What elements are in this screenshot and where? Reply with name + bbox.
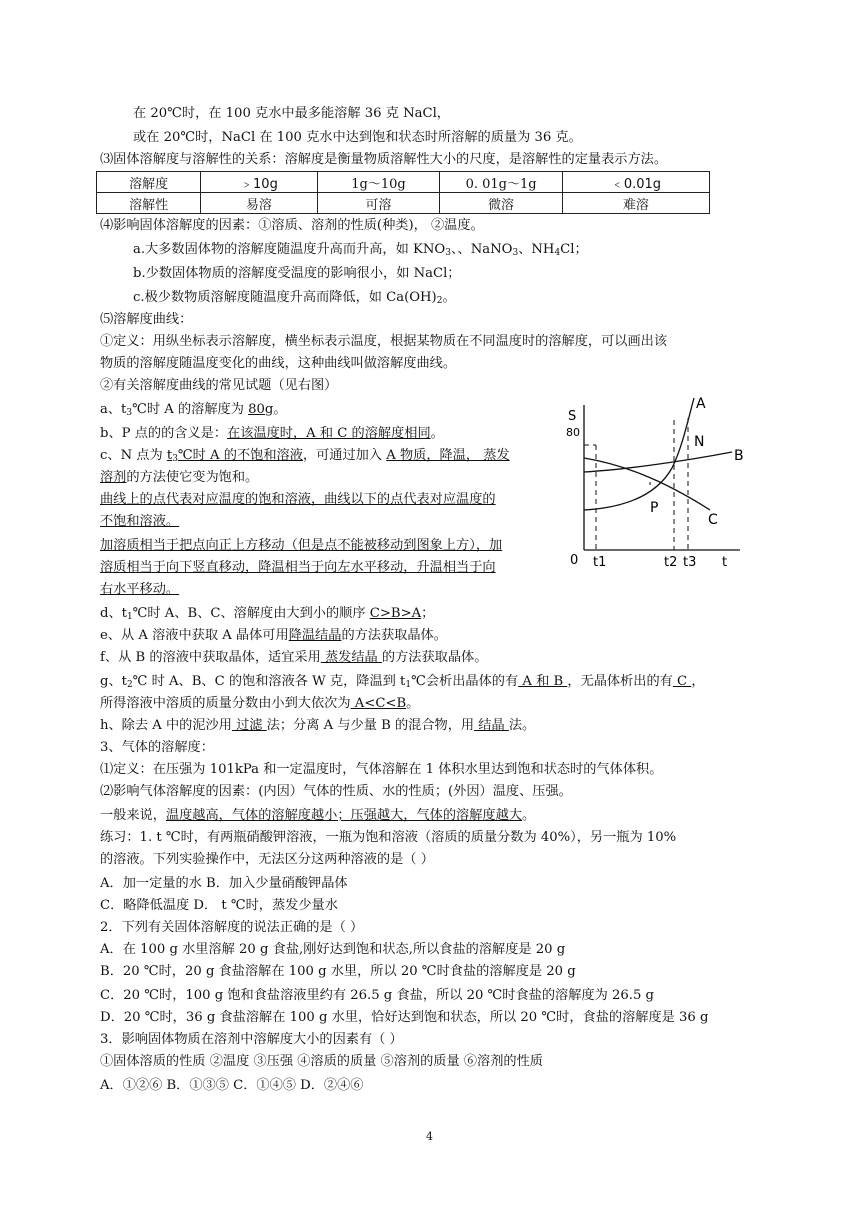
table-cell: 1g～10g bbox=[317, 172, 440, 193]
line-28: ⑴定义：在压强为 101kPa 和一定温度时，气体溶解在 1 体积水里达到饱和状态时的气体体积。 bbox=[100, 762, 663, 777]
line-13: b、P 点的的含义是：在该温度时，A 和 C 的溶解度相同。 bbox=[100, 426, 444, 441]
line-36: A．在 100 g 水里溶解 20 g 食盐,刚好达到饱和状态,所以食盐的溶解度是 20 g bbox=[100, 942, 566, 957]
y-axis-label: S bbox=[568, 409, 577, 424]
line-5: a.大多数固体物的溶解度随温度升高而升高，如 $KNO_3$、、NaNO$_3$、$NH_4Cl$； bbox=[133, 242, 588, 258]
tick-t2: t2 bbox=[664, 555, 678, 570]
line-14: c、N 点为 $t_3℃$时 A 的不饱和溶液，可通过加入 A 物质，降温， 蒸发 bbox=[100, 448, 510, 464]
line-18: 加溶质相当于把点向正上方移动（但是点不能被移动到图象上方），加 bbox=[100, 538, 503, 553]
line-27: 3、气体的溶解度： bbox=[100, 740, 214, 755]
line-30: 一般来说，温度越高，气体的溶解度越小；压强越大，气体的溶解度越大。 bbox=[100, 808, 536, 823]
line-20: 右水平移动。 bbox=[100, 582, 180, 597]
point-p-label: P bbox=[650, 500, 659, 516]
solubility-table bbox=[96, 171, 710, 214]
tick-t3: t3 bbox=[683, 555, 697, 570]
curve-c-label: C bbox=[708, 512, 718, 528]
line-33: A．加一定量的水 B．加入少量硝酸钾晶体 bbox=[100, 876, 348, 891]
line-1: 在 20℃时，在 100 克水中最多能溶解 36 克 NaCl， bbox=[133, 106, 450, 121]
line-7: c.极少数物质溶解度随温度升高而降低，如 $Ca(OH)_2$。 bbox=[133, 290, 456, 306]
line-6: b.少数固体物质的溶解度受温度的影响很小，如 NaCl； bbox=[133, 266, 461, 281]
line-29: ⑵影响气体溶解度的因素：(内因）气体的性质、水的性质；(外因）温度、压强。 bbox=[100, 784, 572, 799]
line-2: 或在 20℃时，NaCl 在 100 克水中达到饱和状态时所溶解的质量为 36 克。 bbox=[133, 130, 582, 145]
table-cell: 可溶 bbox=[317, 193, 440, 214]
line-37: B．20 ℃时，20 g 食盐溶解在 100 g 水里，所以 20 ℃时食盐的溶解度是 20 g bbox=[100, 964, 576, 979]
line-8: ⑸溶解度曲线： bbox=[100, 312, 193, 327]
table-row bbox=[97, 193, 710, 214]
line-42: A．①②⑥ B．①③⑤ C．①④⑤ D．②④⑥ bbox=[100, 1078, 364, 1093]
table-cell: 0. 01g～1g bbox=[440, 172, 563, 193]
table-cell: 溶解性 bbox=[97, 193, 201, 214]
x-axis-label: t bbox=[722, 555, 728, 570]
line-12: a、$t_3℃$时 A 的溶解度为 80g。 bbox=[100, 402, 287, 418]
page-number: 4 bbox=[426, 1130, 433, 1143]
line-21: d、$t_1℃$时 A、B、C、溶解度由大到小的顺序 C>B>A； bbox=[100, 606, 435, 622]
line-38: C．20 ℃时，100 g 饱和食盐溶液里约有 26.5 g 食盐，所以 20 ℃时食盐的溶解度为 26.5 g bbox=[100, 988, 654, 1003]
line-32: 的溶液。下列实验操作中，无法区分这两种溶液的是（ ） bbox=[100, 852, 434, 867]
curve-a bbox=[584, 398, 694, 510]
line-16: 曲线上的点代表对应温度的饱和溶液，曲线以下的点代表对应温度的 bbox=[100, 492, 496, 507]
table-cell: ﹥10g bbox=[201, 172, 317, 193]
line-10: 物质的溶解度随温度变化的曲线，这种曲线叫做溶解度曲线。 bbox=[100, 356, 457, 371]
line-34: C．略降低温度 D． t ℃时，蒸发少量水 bbox=[100, 898, 338, 913]
table-cell: ﹤0.01g bbox=[562, 172, 709, 193]
line-11: ②有关溶解度曲线的常见试题（见右图） bbox=[100, 378, 338, 393]
table-cell: 微溶 bbox=[440, 193, 563, 214]
table-row bbox=[97, 172, 710, 193]
line-15: 溶剂的方法使它变为饱和。 bbox=[100, 470, 259, 485]
line-39: D．20 ℃时，36 g 食盐溶解在 100 g 水里，恰好达到饱和状态，所以 20 ℃时，食盐的溶解度是 36 g bbox=[100, 1010, 709, 1025]
line-35: 2．下列有关固体溶解度的说法正确的是（ ） bbox=[100, 920, 364, 935]
table-cell: 易溶 bbox=[201, 193, 317, 214]
tick-t1: t1 bbox=[593, 555, 607, 570]
y-value-label: 80 bbox=[566, 426, 580, 439]
line-26: h、除去 A 中的泥沙用 过滤 法；分离 A 与少量 B 的混合物，用 结晶 法。 bbox=[100, 718, 536, 733]
line-9: ①定义：用纵坐标表示溶解度，横坐标表示温度，根据某物质在不同温度时的溶解度，可以画出该 bbox=[100, 334, 668, 349]
line-40: 3．影响固体物质在溶剂中溶解度大小的因素有（ ） bbox=[100, 1032, 403, 1047]
line-24: g、$t_2℃$ 时 A、B、C 的饱和溶液各 W 克，降温到 $t_1℃$会析出晶体的有 A 和 B ，无晶体析出的有 C ， bbox=[100, 674, 705, 690]
table-cell: 溶解度 bbox=[97, 172, 201, 193]
line-19: 溶质相当于向下竖直移动，降温相当于向左水平移动，升温相当于向 bbox=[100, 560, 496, 575]
line-41: ①固体溶质的性质 ②温度 ③压强 ④溶质的质量 ⑤溶剂的质量 ⑥溶剂的性质 bbox=[100, 1054, 543, 1069]
solubility-curve-graph bbox=[560, 390, 760, 580]
table-cell: 难溶 bbox=[562, 193, 709, 214]
curve-b bbox=[584, 452, 732, 472]
line-3: ⑶固体溶解度与溶解性的关系：溶解度是衡量物质溶解性大小的尺度，是溶解性的定量表示方法。 bbox=[100, 152, 668, 167]
line-17: 不饱和溶液。 bbox=[100, 514, 180, 529]
line-22: e、从 A 溶液中获取 A 晶体可用降温结晶的方法获取晶体。 bbox=[100, 628, 447, 643]
line-23: f、从 B 的溶液中获取晶体，适宜采用 蒸发结晶 的方法获取晶体。 bbox=[100, 650, 488, 665]
curve-b-label: B bbox=[734, 448, 744, 464]
line-25: 所得溶液中溶质的质量分数由小到大依次为 A<C<B。 bbox=[100, 696, 420, 711]
line-4: ⑷影响固体溶解度的因素：①溶质、溶剂的性质(种类)， ②温度。 bbox=[100, 218, 484, 233]
point-n-label: N bbox=[694, 434, 705, 450]
line-31: 练习：1. t ℃时，有两瓶硝酸钾溶液，一瓶为饱和溶液（溶质的质量分数为 40%），另一瓶为 10% bbox=[100, 830, 677, 845]
origin-label: 0 bbox=[570, 553, 579, 568]
curve-a-label: A bbox=[696, 396, 706, 412]
